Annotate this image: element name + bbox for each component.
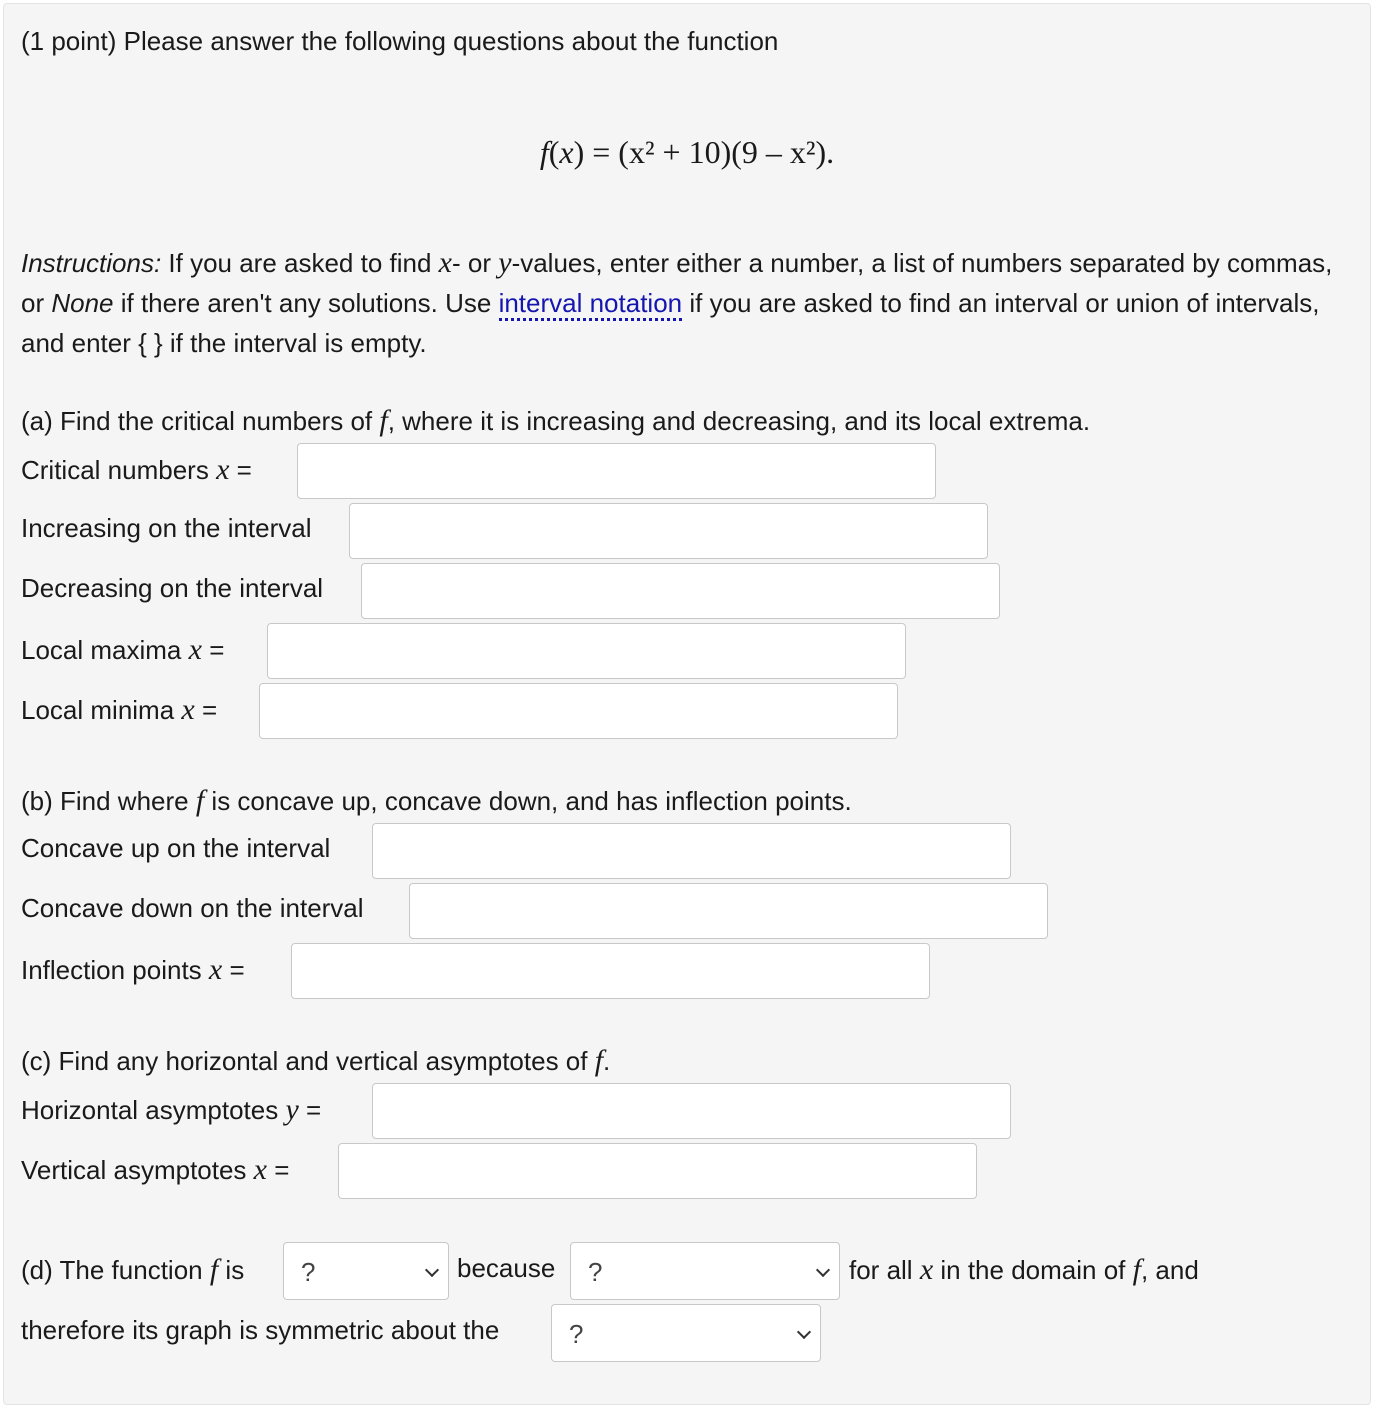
- part-d-pre: [21, 1253, 244, 1287]
- formula-lhs: f: [539, 134, 549, 170]
- horizontal-asymptotes-text: Horizontal asymptotes: [21, 1095, 279, 1125]
- equals-sign: =: [306, 1095, 322, 1125]
- critical-numbers-input[interactable]: [297, 443, 936, 499]
- f-symbol: f: [195, 784, 205, 817]
- chevron-down-icon: [797, 1325, 811, 1339]
- concave-up-label: Concave up on the interval: [21, 833, 331, 863]
- part-d-pre-text: (d) The function: [21, 1255, 210, 1285]
- for-all-text: [849, 1253, 1199, 1287]
- equals-sign: =: [274, 1155, 290, 1185]
- local-minima-text: Local minima: [21, 695, 175, 725]
- domain-of-label: in the domain of: [940, 1255, 1126, 1285]
- part-a-question: [21, 404, 1090, 438]
- function-formula: f(x) = (x² + 10)(9 – x²).: [539, 134, 835, 170]
- part-c-question: [21, 1044, 610, 1078]
- local-maxima-text: Local maxima: [21, 635, 182, 665]
- formula-rest: = (x² + 10)(9 – x²).: [592, 134, 835, 170]
- x-symbol: x: [216, 453, 230, 486]
- part-d-is-text: is: [218, 1255, 245, 1285]
- local-minima-input[interactable]: [259, 683, 898, 739]
- x-symbol: x: [919, 1253, 934, 1286]
- part-c-question-pre: (c) Find any horizontal and vertical asymptotes of: [21, 1046, 595, 1076]
- interval-notation-link[interactable]: interval notation: [499, 288, 683, 321]
- inflection-points-input[interactable]: [291, 943, 930, 999]
- function-type-select-value: ?: [301, 1257, 316, 1287]
- for-all-label: for all: [849, 1255, 913, 1285]
- equals-sign: =: [201, 695, 218, 725]
- chevron-down-icon: [425, 1263, 439, 1277]
- inflection-points-text: Inflection points: [21, 955, 202, 985]
- vertical-asymptotes-label: [21, 1153, 289, 1187]
- vertical-asymptotes-input[interactable]: [338, 1143, 977, 1199]
- horizontal-asymptotes-input[interactable]: [372, 1083, 1011, 1139]
- reason-select[interactable]: [570, 1242, 840, 1300]
- local-minima-label: [21, 693, 217, 727]
- critical-numbers-text: Critical numbers: [21, 455, 209, 485]
- formula-arg: x: [559, 134, 574, 170]
- f-symbol: f: [209, 1253, 219, 1286]
- part-c-question-post: .: [603, 1046, 611, 1076]
- equals-sign: =: [229, 955, 245, 985]
- horizontal-asymptotes-label: [21, 1093, 321, 1127]
- chevron-down-icon: [816, 1263, 830, 1277]
- therefore-text: therefore its graph is symmetric about the: [21, 1315, 500, 1345]
- function-type-select[interactable]: [283, 1242, 449, 1300]
- part-b-question-post: is concave up, concave down, and has inflection points.: [204, 786, 852, 816]
- concave-down-input[interactable]: [409, 883, 1048, 939]
- part-a-question-pre: (a) Find the critical numbers of: [21, 406, 380, 436]
- instructions-text-5: if you are asked to find an interval or union of intervals, and enter { } if the interval is empty.: [21, 288, 1320, 358]
- instructions-text-2: - or: [452, 248, 499, 278]
- decreasing-label: Decreasing on the interval: [21, 573, 324, 603]
- instructions-text-4: if there aren't any solutions. Use: [113, 288, 499, 318]
- x-symbol: x: [181, 693, 195, 726]
- equals-sign: =: [236, 455, 252, 485]
- x-symbol: x: [208, 953, 223, 986]
- symmetry-select-value: ?: [569, 1319, 584, 1349]
- increasing-interval-input[interactable]: [349, 503, 988, 559]
- reason-select-value: ?: [588, 1257, 603, 1287]
- concave-down-label: Concave down on the interval: [21, 893, 364, 923]
- instructions-y-symbol: y: [498, 246, 512, 279]
- instructions-lead: Instructions:: [21, 248, 162, 278]
- instructions: [21, 243, 1351, 363]
- increasing-label: Increasing on the interval: [21, 513, 312, 543]
- instructions-text-1: If you are asked to find: [161, 248, 439, 278]
- critical-numbers-label: [21, 453, 252, 487]
- instructions-none: None: [51, 288, 114, 318]
- problem-intro: (1 point) Please answer the following questions about the function: [21, 26, 779, 56]
- and-label: , and: [1140, 1255, 1199, 1285]
- symmetry-select[interactable]: [551, 1304, 821, 1362]
- x-symbol: x: [188, 633, 202, 666]
- f-symbol: f: [379, 404, 388, 437]
- because-text: because: [457, 1253, 556, 1283]
- local-maxima-label: [21, 633, 224, 667]
- concave-up-input[interactable]: [372, 823, 1011, 879]
- x-symbol: x: [253, 1153, 267, 1186]
- instructions-text-3: -values, enter either a number, a list of numbers separated by commas, or: [21, 248, 1333, 318]
- y-symbol: y: [285, 1093, 299, 1126]
- vertical-asymptotes-text: Vertical asymptotes: [21, 1155, 247, 1185]
- part-a-question-post: , where it is increasing and decreasing, and its local extrema.: [387, 406, 1091, 436]
- local-maxima-input[interactable]: [267, 623, 906, 679]
- part-b-question-pre: (b) Find where: [21, 786, 196, 816]
- decreasing-interval-input[interactable]: [361, 563, 1000, 619]
- instructions-x-symbol: x: [438, 246, 452, 279]
- f-symbol: f: [594, 1044, 604, 1077]
- equals-sign: =: [209, 635, 225, 665]
- f-symbol: f: [1132, 1253, 1141, 1286]
- part-b-question: [21, 784, 852, 818]
- inflection-points-label: [21, 953, 245, 987]
